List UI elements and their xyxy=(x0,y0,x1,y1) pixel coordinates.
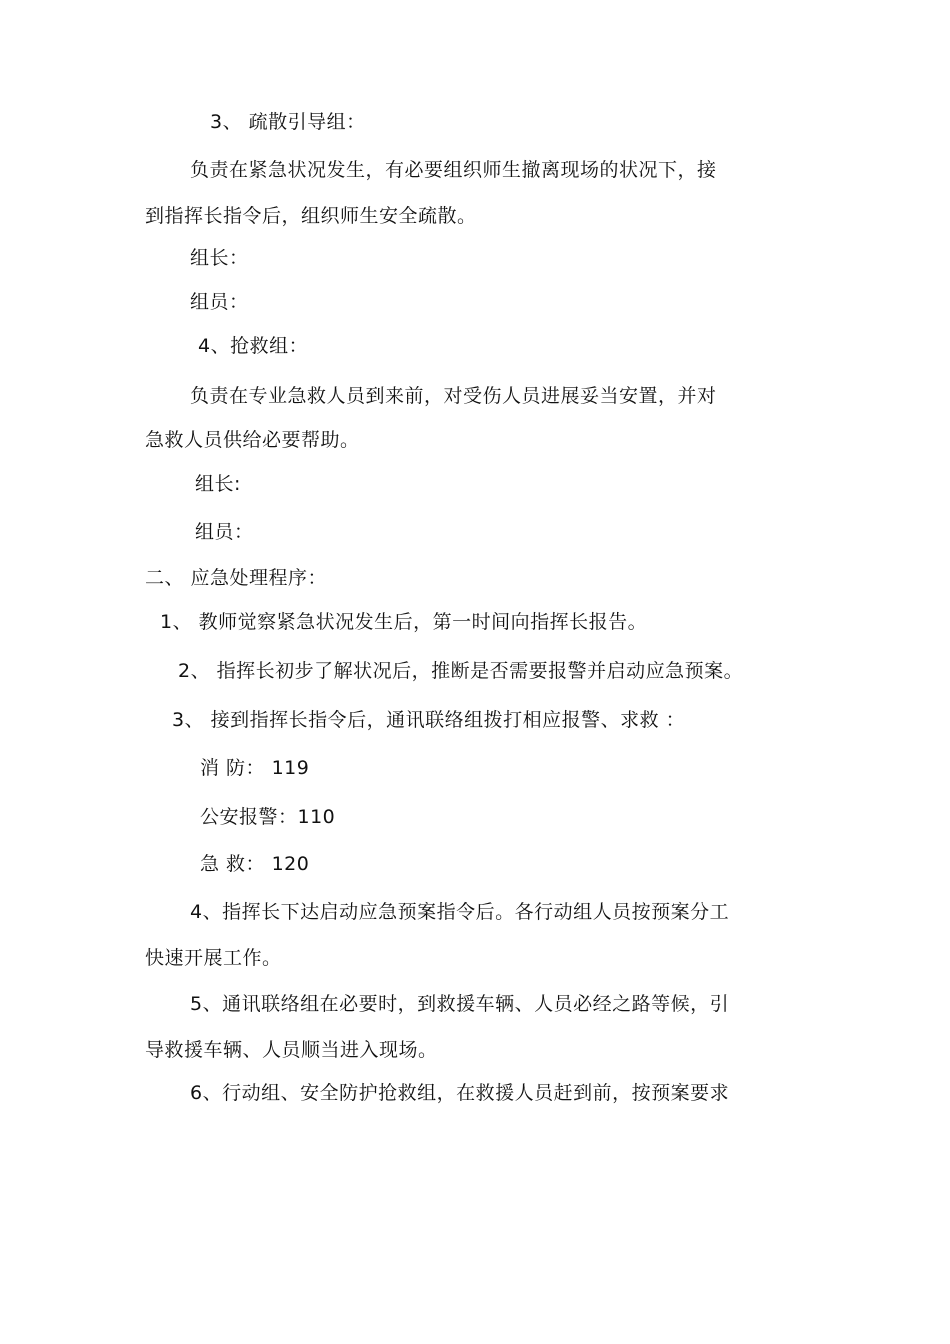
phone-police: 公安报警：110 xyxy=(200,806,336,828)
phone-fire: 消 防： 119 xyxy=(200,757,310,779)
section3-members: 组员： xyxy=(190,291,249,313)
section4-desc-line1: 负责在专业急救人员到来前，对受伤人员进展妥当安置，并对 xyxy=(190,385,717,407)
procedure-step1: 1、 教师觉察紧急状况发生后，第一时间向指挥长报告。 xyxy=(160,611,648,633)
section3-desc-line2: 到指挥长指令后，组织师生安全疏散。 xyxy=(145,205,477,227)
procedure-step5-line1: 5、通讯联络组在必要时，到救援车辆、人员必经之路等候，引 xyxy=(190,993,730,1015)
procedure-step6-line1: 6、行动组、安全防护抢救组，在救援人员赶到前，按预案要求 xyxy=(190,1082,730,1104)
procedure-step3: 3、 接到指挥长指令后，通讯联络组拨打相应报警、求救 ： xyxy=(172,709,686,731)
procedure-step5-line2: 导救援车辆、人员顺当进入现场。 xyxy=(145,1039,438,1061)
section4-members: 组员： xyxy=(195,521,254,543)
section3-leader: 组长： xyxy=(190,247,249,269)
phone-ambulance: 急 救： 120 xyxy=(200,853,310,875)
section4-desc-line2: 急救人员供给必要帮助。 xyxy=(145,429,360,451)
procedure-heading: 二、 应急处理程序： xyxy=(145,567,328,589)
procedure-step2: 2、 指挥长初步了解状况后，推断是否需要报警并启动应急预案。 xyxy=(178,660,744,682)
procedure-step4-line1: 4、指挥长下达启动应急预案指令后。各行动组人员按预案分工 xyxy=(190,901,730,923)
section4-heading: 4、抢救组： xyxy=(198,335,309,357)
procedure-step4-line2: 快速开展工作。 xyxy=(145,947,282,969)
section3-heading: 3、 疏散引导组： xyxy=(210,111,366,133)
section3-desc-line1: 负责在紧急状况发生，有必要组织师生撤离现场的状况下，接 xyxy=(190,159,717,181)
section4-leader: 组长: xyxy=(195,473,241,495)
